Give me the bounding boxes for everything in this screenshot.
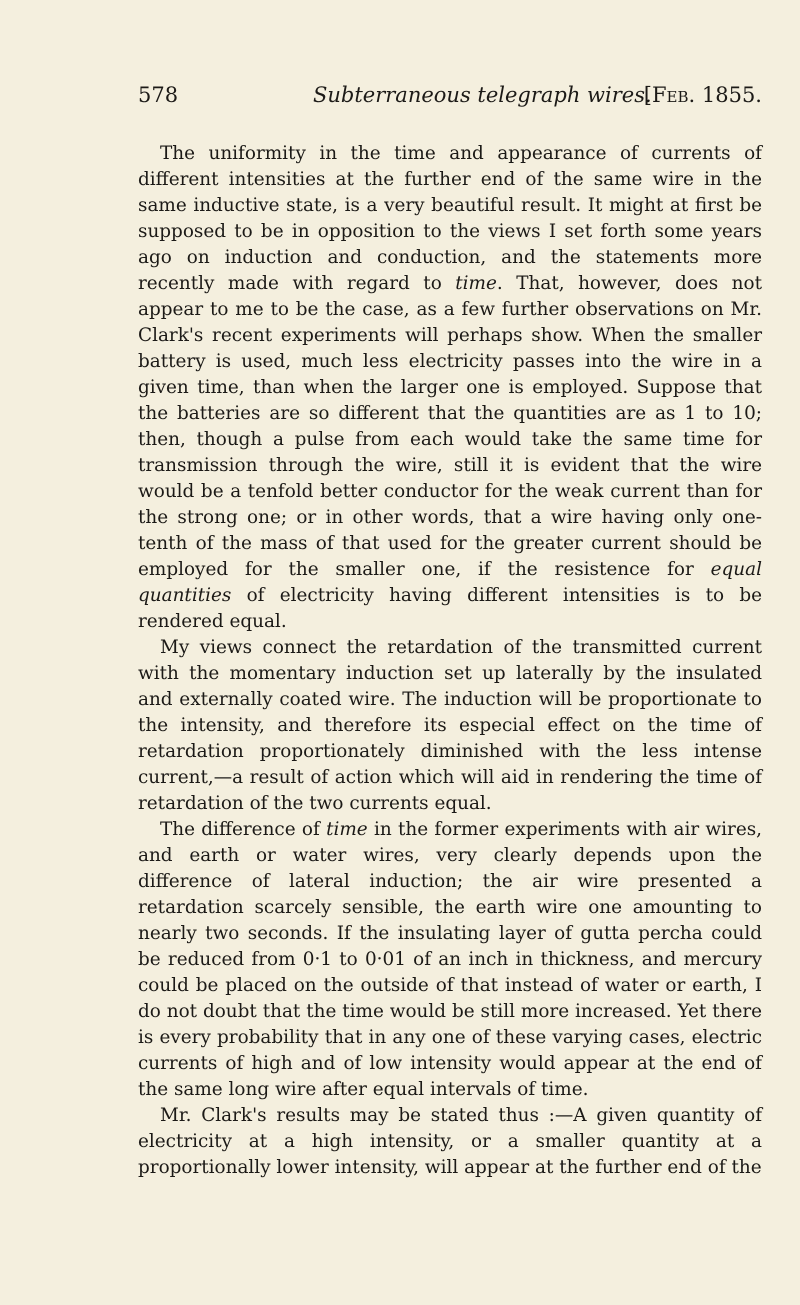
paragraph-3-emphasis-time: time (326, 819, 368, 840)
paragraph-2: My views connect the retardation of the transmitted current with the momentary induction set up laterally by the insulated and externally coated wire. The induction will be proportionate to the intensity, and therefore its especial effect on the time of retardation proportionately diminished with the less intense current,—a result of action which will aid in rendering the time of retardation of the two currents equal. (138, 637, 762, 814)
paragraph-4: Mr. Clark's results may be stated thus :—A given quantity of electricity at a high intensity, or a smaller quantity at a proportionally lower intensity, will appear at the further end of the (138, 1105, 762, 1178)
page-number: 578 (138, 83, 179, 107)
running-title: Subterraneous telegraph wires. (313, 83, 652, 107)
paragraph-1-text-b: . That, however, does not appear to me to be the case, as a few further observations on Mr. Clark's recent experiments will perhaps show. When the smaller battery is used, much less electricity passes into the wire in a given time, than when the larger one is employed. Suppose that the batteries are so different that the quantities are as 1 to 10; then, though a pulse from each would take the same time for transmission through the wire, still it is evident that the wire would be a tenfold better conductor for the weak current than for the strong one; or in other words, that a wire having only one-tenth of the mass of that used for the greater current should be employed for the smaller one, if the resistence for (138, 273, 762, 580)
paragraph-3 (138, 817, 762, 1103)
paragraph-1-text-a: The uniformity in the time and appearance of currents of different intensities at the further end of the same wire in the same inductive state, is a very beautiful result. It might at first be supposed to be in opposition to the views I set forth some years ago on induction and conduction, and the statements more recently made with regard to (138, 143, 762, 294)
paragraph-1-emphasis-time: time (455, 273, 497, 294)
paragraph-1 (138, 141, 762, 635)
paragraph-1-text-c: of electricity having different intensities is to be rendered equal. (138, 585, 762, 632)
paragraph-3-text-b: in the former experiments with air wires, and earth or water wires, very clearly depends upon the difference of lateral induction; the air wire presented a retardation scarcely sensible, the earth wire one amounting to nearly two seconds. If the insulating layer of gutta percha could be reduced from 0·1 to 0·01 of an inch in thickness, and mercury could be placed on the outside of that instead of water or earth, I do not doubt that the time would be still more increased. Yet there is every probability that in any one of these varying cases, electric currents of high and of low intensity would appear at the end of the same long wire after equal intervals of time. (138, 819, 762, 1100)
paragraph-1-emphasis-equal-quantities: equal quantities (138, 559, 762, 606)
issue-date: [Feb. 1855. (643, 83, 762, 107)
body-text (138, 141, 762, 1181)
running-header (138, 80, 762, 110)
paragraph-3-text-a: The difference of (160, 819, 327, 840)
